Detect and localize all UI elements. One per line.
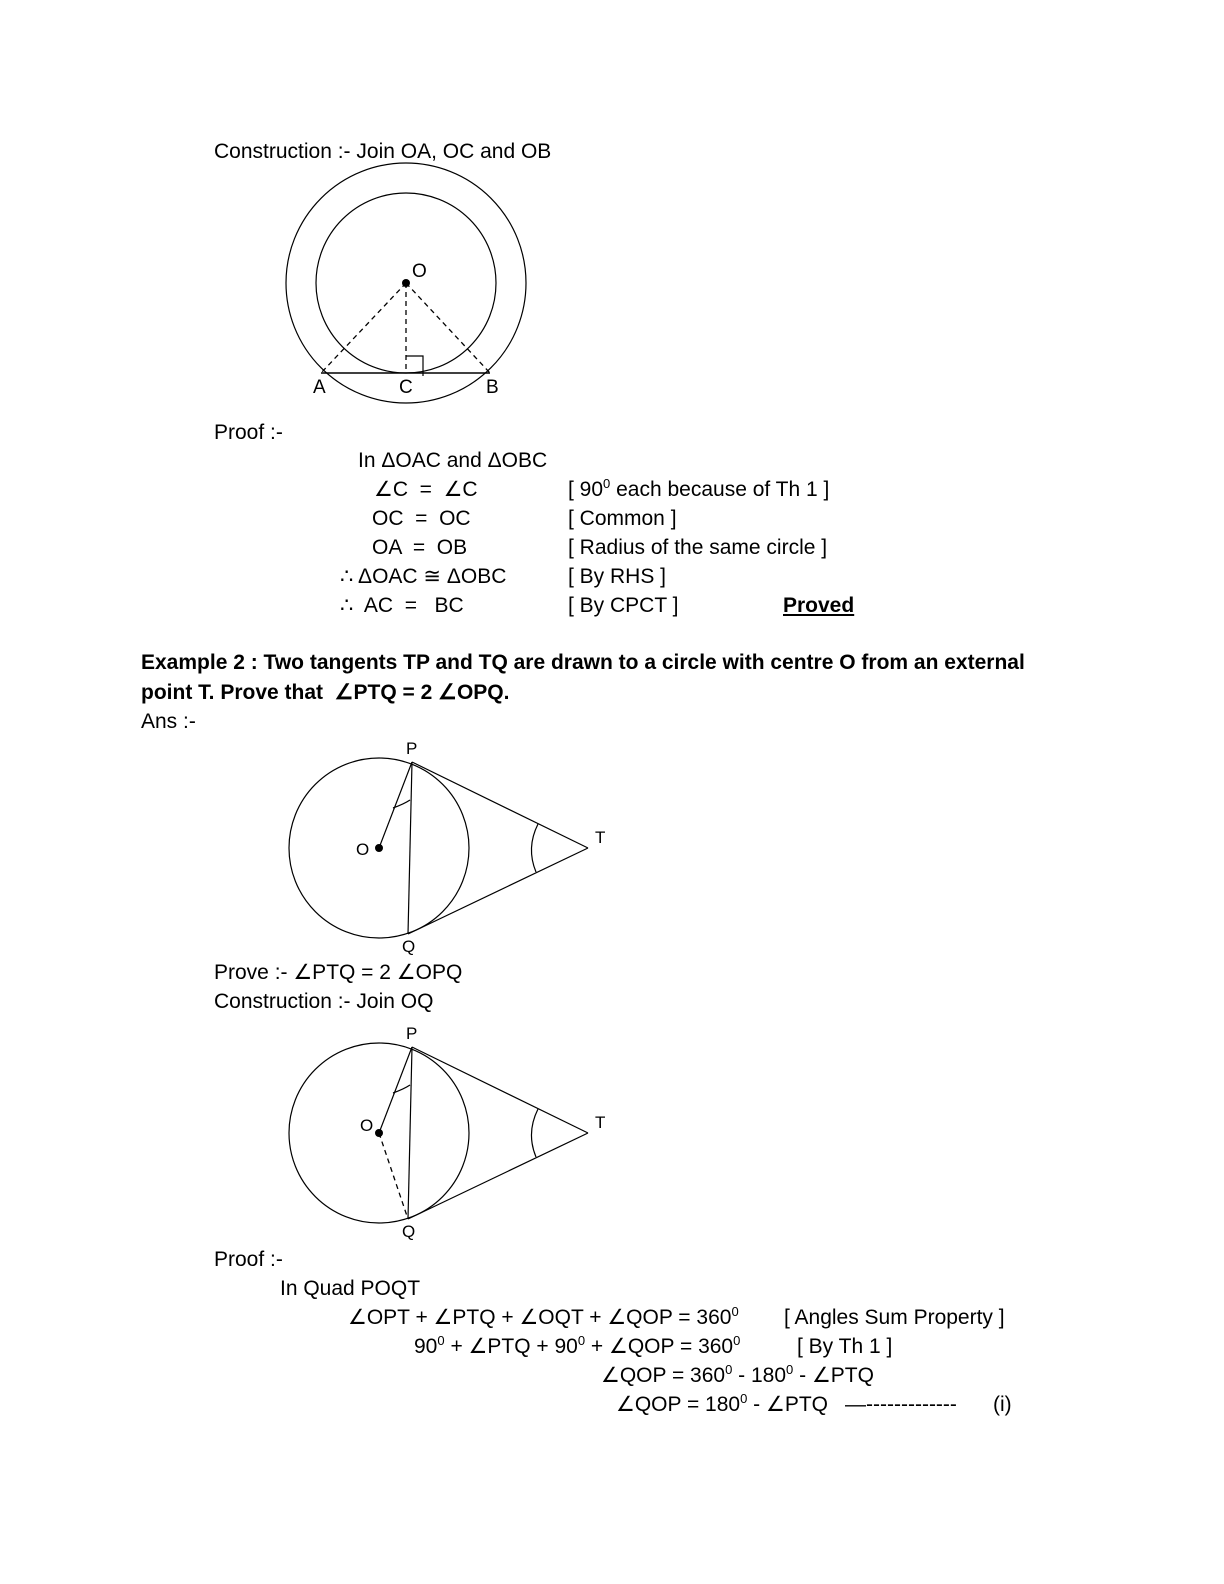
segment-ob-dashed [406,283,490,373]
p2l1-sup: 0 [731,1304,739,1319]
construction-line-1: Construction :- Join OA, OC and OB [214,140,552,163]
example2-heading-line2: point T. Prove that ∠PTQ = 2 ∠OPQ. [141,681,510,704]
proof2-reason-1: [ Angles Sum Property ] [784,1306,1005,1329]
p2l2-a: 90 [414,1335,438,1358]
chord-pq-line-fig2 [408,762,412,934]
p2l4-b: - ∠PTQ [747,1393,829,1416]
angle-arc-t-fig3 [531,1109,538,1157]
segment-oa-dashed [321,283,406,373]
label-q-figure2: Q [402,937,416,956]
proof-claim-1: ∠C = ∠C [374,478,478,501]
proof-intro-1: In ΔOAC and ΔOBC [358,449,548,472]
label-p-figure2: P [406,739,418,758]
tangent-tp-line-fig2 [412,762,588,848]
centre-point-dot [402,279,410,287]
proof-reason-5: [ By CPCT ] [568,594,679,617]
tangent-tq-line-fig2 [408,848,588,934]
proof2-dashes: —------------- [845,1393,957,1416]
label-o-figure1: O [412,261,427,282]
reason-text-b: each because of Th 1 ] [610,478,830,501]
proof-intro-2: In Quad POQT [280,1277,421,1300]
radius-op-line-fig2 [379,762,412,848]
label-b-figure1: B [486,377,499,398]
label-q-figure3: Q [402,1222,416,1241]
p2l2-b: + ∠PTQ + 90 [444,1335,578,1358]
angle-arc-t-fig2 [531,824,538,872]
p2l4-a: ∠QOP = 180 [616,1393,741,1416]
proof2-reference-i: (i) [993,1393,1012,1416]
p2l3-sup1: 0 [725,1362,733,1377]
label-o-figure3: O [360,1116,374,1135]
proof-reason-2: [ Common ] [568,507,677,530]
chord-pq-line-fig3 [408,1047,412,1219]
p2l1-a: ∠OPT + ∠PTQ + ∠OQT + ∠QOP = 360 [348,1306,732,1329]
tangent-tp-line-fig3 [412,1047,588,1133]
p2l3-c: - ∠PTQ [793,1364,874,1387]
centre-point-dot-fig2 [375,844,383,852]
figure-concentric-circles [275,160,540,410]
prove-line-2: Prove :- ∠PTQ = 2 ∠OPQ [214,961,463,984]
proof-claim-3: OA = OB [372,536,468,559]
degree-sup-1: 0 [603,476,611,491]
tangent-tq-line-fig3 [408,1133,588,1219]
p2l3-b: - 180 [732,1364,787,1387]
proved-stamp-1: Proved [783,594,855,617]
radius-op-line-fig3 [379,1047,412,1133]
proof-claim-2: OC = OC [372,507,471,530]
p2l2-c: + ∠QOP = 360 [585,1335,734,1358]
p2l4-sup1: 0 [740,1391,748,1406]
proof-claim-5: ∴ AC = BC [340,594,464,617]
label-t-figure3: T [595,1113,606,1132]
label-p-figure3: P [406,1024,418,1043]
proof-reason-4: [ By RHS ] [568,565,667,588]
construction-line-2: Construction :- Join OQ [214,990,434,1013]
example2-heading-line1: Example 2 : Two tangents TP and TQ are drawn to a circle with centre O from an external [141,651,1025,674]
p2l2-sup2: 0 [577,1333,586,1348]
reason-text-a: [ 90 [568,478,604,501]
proof-reason-1 [568,475,829,504]
p2l3-a: ∠QOP = 360 [601,1364,726,1387]
label-t-figure2: T [595,828,606,847]
ans-label: Ans :- [141,710,196,733]
proof-heading-1: Proof :- [214,421,283,444]
proof2-line-2 [414,1332,740,1361]
proof2-reason-2: [ By Th 1 ] [797,1335,893,1358]
p2l2-sup1: 0 [437,1333,445,1348]
proof-heading-2: Proof :- [214,1248,283,1271]
figure-circle-tangents [280,740,620,960]
proof2-line-1 [348,1303,739,1332]
label-o-figure2: O [356,840,370,859]
p2l2-sup3: 0 [733,1333,741,1348]
proof2-line-3 [601,1361,874,1390]
proof2-line-4 [616,1390,828,1419]
figure-circle-tangents-with-oq [280,1025,620,1245]
radius-oq-dashed-fig3 [379,1133,408,1219]
centre-point-dot-fig3 [375,1129,383,1137]
proof-claim-4: ∴ ΔOAC ≅ ΔOBC [340,565,507,588]
label-c-figure1: C [399,377,413,398]
label-a-figure1: A [313,377,326,398]
proof-reason-3: [ Radius of the same circle ] [568,536,828,559]
p2l3-sup2: 0 [786,1362,794,1377]
